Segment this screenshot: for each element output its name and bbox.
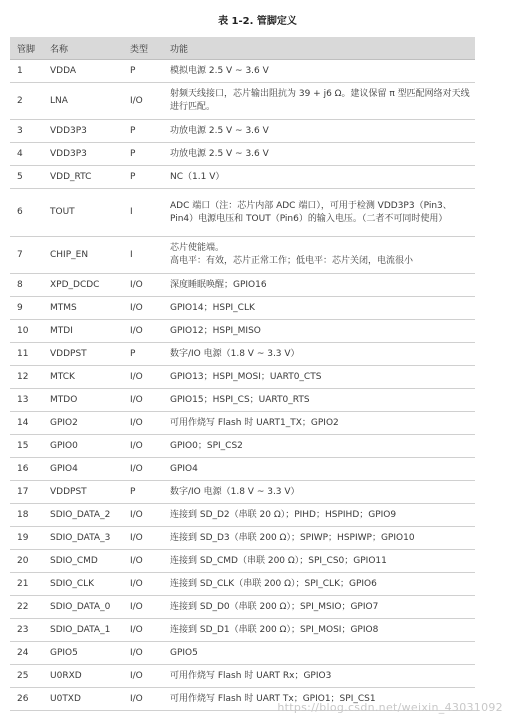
- table-row: [10, 83, 475, 120]
- cell-name: [43, 573, 123, 596]
- cell-type-text: P: [130, 125, 136, 136]
- cell-function: [163, 120, 475, 143]
- cell-type-text: I/O: [130, 95, 143, 106]
- cell-type: [123, 237, 163, 274]
- cell-type: [123, 60, 163, 83]
- cell-type-text: I/O: [130, 371, 143, 382]
- cell-pin-text: 17: [17, 486, 29, 497]
- cell-type: [123, 688, 163, 711]
- cell-name: [43, 389, 123, 412]
- cell-name: [43, 320, 123, 343]
- cell-function-text: GPIO14；HSPI_CLK: [170, 302, 255, 313]
- cell-function: [163, 366, 475, 389]
- cell-pin: [10, 237, 43, 274]
- cell-name-text: SDIO_CLK: [50, 578, 95, 589]
- cell-function-text: GPIO12；HSPI_MISO: [170, 325, 261, 336]
- cell-type: [123, 481, 163, 504]
- cell-pin-text: 14: [17, 417, 29, 428]
- cell-name: [43, 550, 123, 573]
- cell-name-text: MTDI: [50, 325, 73, 336]
- cell-pin: [10, 320, 43, 343]
- cell-function: [163, 642, 475, 665]
- cell-pin-text: 8: [17, 279, 23, 290]
- table-row: [10, 343, 475, 366]
- cell-pin: [10, 504, 43, 527]
- cell-name: [43, 237, 123, 274]
- cell-type: [123, 83, 163, 120]
- cell-type-text: I/O: [130, 509, 143, 520]
- cell-pin: [10, 596, 43, 619]
- cell-function: [163, 83, 475, 120]
- cell-pin-text: 16: [17, 463, 29, 474]
- cell-name-text: SDIO_DATA_2: [50, 509, 111, 520]
- cell-type: [123, 619, 163, 642]
- cell-function-text: 模拟电源 2.5 V ~ 3.6 V: [170, 65, 269, 76]
- cell-function-text: 连接到 SD_CMD（串联 200 Ω）；SPI_CS0；GPIO11: [170, 555, 387, 566]
- cell-function-text: NC（1.1 V）: [170, 171, 225, 182]
- table-row: [10, 573, 475, 596]
- cell-type-text: I/O: [130, 394, 143, 405]
- cell-function: [163, 297, 475, 320]
- cell-function: [163, 435, 475, 458]
- cell-function: [163, 274, 475, 297]
- cell-pin-text: 13: [17, 394, 29, 405]
- cell-function: [163, 550, 475, 573]
- cell-type: [123, 343, 163, 366]
- cell-name-text: VDD3P3: [50, 148, 87, 159]
- cell-function: [163, 60, 475, 83]
- cell-pin: [10, 642, 43, 665]
- cell-type: [123, 665, 163, 688]
- cell-type-text: I/O: [130, 624, 143, 635]
- cell-function: [163, 166, 475, 189]
- header-name: 名称: [43, 37, 123, 60]
- cell-pin: [10, 527, 43, 550]
- cell-function: [163, 573, 475, 596]
- cell-function: [163, 481, 475, 504]
- cell-pin-text: 21: [17, 578, 29, 589]
- cell-function-text: 数字/IO 电源（1.8 V ~ 3.3 V）: [170, 486, 300, 497]
- cell-type: [123, 458, 163, 481]
- cell-function-text: 连接到 SD_D0（串联 200 Ω）；SPI_MSIO；GPIO7: [170, 601, 379, 612]
- cell-type-text: I/O: [130, 578, 143, 589]
- cell-pin: [10, 435, 43, 458]
- table-row: [10, 527, 475, 550]
- header-type: 类型: [123, 37, 163, 60]
- cell-name-text: TOUT: [50, 207, 75, 217]
- pin-definition-table: [10, 37, 475, 711]
- cell-pin: [10, 550, 43, 573]
- cell-name: [43, 166, 123, 189]
- cell-pin-text: 20: [17, 555, 29, 566]
- cell-type: [123, 642, 163, 665]
- cell-name: [43, 366, 123, 389]
- cell-pin-text: 26: [17, 693, 29, 704]
- cell-name: [43, 297, 123, 320]
- cell-pin: [10, 412, 43, 435]
- cell-pin-text: 1: [17, 65, 23, 76]
- header-pin: 管脚: [10, 37, 43, 60]
- cell-name: [43, 458, 123, 481]
- cell-type: [123, 389, 163, 412]
- cell-pin-text: 11: [17, 348, 29, 359]
- cell-type-text: I: [130, 249, 133, 260]
- cell-pin: [10, 166, 43, 189]
- cell-type-text: I/O: [130, 279, 143, 290]
- cell-name: [43, 60, 123, 83]
- cell-function-text: 深度睡眠唤醒；GPIO16: [170, 279, 267, 290]
- cell-function-text: 连接到 SD_D1（串联 200 Ω）；SPI_MOSI；GPIO8: [170, 624, 379, 635]
- cell-type: [123, 366, 163, 389]
- cell-name-text: VDD3P3: [50, 125, 87, 136]
- cell-name-text: MTCK: [50, 371, 75, 382]
- cell-name: [43, 665, 123, 688]
- cell-name: [43, 189, 123, 237]
- cell-pin-text: 2: [17, 95, 23, 106]
- watermark: https://blog.csdn.net/weixin_43031092: [277, 701, 503, 714]
- cell-type-text: I/O: [130, 463, 143, 474]
- table-row: [10, 665, 475, 688]
- cell-name-text: MTMS: [50, 302, 77, 313]
- cell-type-text: P: [130, 148, 136, 159]
- cell-name: [43, 83, 123, 120]
- cell-function-text: 连接到 SD_D2（串联 20 Ω）；PIHD；HSPIHD；GPIO9: [170, 509, 397, 520]
- cell-function: [163, 143, 475, 166]
- cell-pin: [10, 297, 43, 320]
- cell-function-text: 可用作烧写 Flash 时 UART1_TX；GPIO2: [170, 417, 339, 428]
- cell-type: [123, 550, 163, 573]
- cell-name: [43, 688, 123, 711]
- cell-type-text: I/O: [130, 647, 143, 658]
- cell-pin: [10, 481, 43, 504]
- cell-function-text: GPIO15；HSPI_CS；UART0_RTS: [170, 394, 310, 405]
- cell-type-text: P: [130, 171, 136, 182]
- cell-pin: [10, 143, 43, 166]
- cell-name: [43, 527, 123, 550]
- cell-name-text: VDDPST: [50, 348, 87, 359]
- header-function: 功能: [163, 37, 475, 60]
- cell-type: [123, 143, 163, 166]
- table-row: [10, 435, 475, 458]
- cell-pin: [10, 458, 43, 481]
- cell-type-text: I/O: [130, 693, 143, 704]
- table-body: [10, 60, 475, 711]
- cell-function: [163, 619, 475, 642]
- cell-type: [123, 435, 163, 458]
- cell-name-text: SDIO_CMD: [50, 555, 98, 566]
- cell-function: [163, 237, 475, 274]
- table-row: [10, 366, 475, 389]
- table-caption: 表 1-2. 管脚定义: [218, 16, 297, 27]
- cell-pin-text: 24: [17, 647, 29, 658]
- cell-type-text: I/O: [130, 302, 143, 313]
- table-row: [10, 504, 475, 527]
- cell-function-text: GPIO0；SPI_CS2: [170, 440, 243, 451]
- cell-function: [163, 412, 475, 435]
- cell-type: [123, 596, 163, 619]
- cell-type-text: I/O: [130, 532, 143, 543]
- cell-name-text: MTDO: [50, 394, 78, 405]
- cell-pin-text: 19: [17, 532, 29, 543]
- cell-type: [123, 166, 163, 189]
- cell-function: [163, 343, 475, 366]
- cell-name: [43, 120, 123, 143]
- cell-pin-text: 15: [17, 440, 29, 451]
- cell-name-text: SDIO_DATA_3: [50, 532, 111, 543]
- cell-function-text: 可用作烧写 Flash 时 UART Rx；GPIO3: [170, 670, 332, 681]
- cell-pin: [10, 366, 43, 389]
- cell-function: [163, 504, 475, 527]
- cell-name-text: GPIO5: [50, 647, 78, 658]
- cell-name-text: GPIO2: [50, 417, 78, 428]
- cell-pin-text: 4: [17, 148, 23, 159]
- table-row: [10, 297, 475, 320]
- table-header-row: [10, 37, 475, 60]
- cell-pin-text: 22: [17, 601, 29, 612]
- cell-function: [163, 458, 475, 481]
- cell-type: [123, 274, 163, 297]
- cell-type-text: I/O: [130, 601, 143, 612]
- cell-type: [123, 504, 163, 527]
- cell-pin: [10, 665, 43, 688]
- cell-function-text: 可用作烧写 Flash 时 UART Tx；GPIO1；SPI_CS1: [170, 693, 376, 704]
- cell-name-text: SDIO_DATA_1: [50, 624, 111, 635]
- cell-function: [163, 389, 475, 412]
- cell-type-text: I/O: [130, 555, 143, 566]
- cell-type: [123, 527, 163, 550]
- cell-function: [163, 527, 475, 550]
- cell-pin: [10, 389, 43, 412]
- cell-type-text: P: [130, 348, 136, 359]
- cell-name: [43, 596, 123, 619]
- cell-function: [163, 320, 475, 343]
- cell-pin-text: 10: [17, 325, 29, 336]
- table-row: [10, 389, 475, 412]
- cell-name-text: CHIP_EN: [50, 249, 89, 260]
- cell-name-text: VDDPST: [50, 486, 87, 497]
- cell-pin-text: 18: [17, 509, 29, 520]
- table-row: [10, 274, 475, 297]
- cell-function-text: 连接到 SD_CLK（串联 200 Ω）；SPI_CLK；GPIO6: [170, 578, 377, 589]
- cell-type-text: P: [130, 65, 136, 76]
- cell-pin: [10, 60, 43, 83]
- cell-type: [123, 412, 163, 435]
- table-row: [10, 60, 475, 83]
- cell-function: [163, 665, 475, 688]
- cell-function: [163, 596, 475, 619]
- cell-name: [43, 642, 123, 665]
- cell-function: [163, 189, 475, 237]
- cell-function-text: GPIO13；HSPI_MOSI；UART0_CTS: [170, 371, 322, 382]
- cell-type: [123, 297, 163, 320]
- cell-function-text: 芯片使能端。: [170, 243, 225, 253]
- table-row: [10, 166, 475, 189]
- cell-name: [43, 481, 123, 504]
- table-row: [10, 458, 475, 481]
- cell-pin-text: 23: [17, 624, 29, 635]
- table-row: [10, 619, 475, 642]
- cell-function-text: 数字/IO 电源（1.8 V ~ 3.3 V）: [170, 348, 300, 359]
- cell-name: [43, 504, 123, 527]
- cell-type: [123, 573, 163, 596]
- table-row: [10, 642, 475, 665]
- cell-name: [43, 143, 123, 166]
- cell-name-text: GPIO0: [50, 440, 78, 451]
- cell-type-text: I/O: [130, 670, 143, 681]
- cell-pin-text: 9: [17, 302, 23, 313]
- cell-pin-text: 6: [17, 207, 23, 217]
- cell-function-text: GPIO5: [170, 647, 198, 658]
- cell-name: [43, 619, 123, 642]
- table-row: [10, 412, 475, 435]
- table-row: [10, 596, 475, 619]
- cell-type-text: I/O: [130, 417, 143, 428]
- cell-name-text: U0TXD: [50, 693, 81, 704]
- cell-function-text: 连接到 SD_D3（串联 200 Ω）；SPIWP；HSPIWP；GPIO10: [170, 532, 415, 543]
- table-row: [10, 189, 475, 237]
- cell-name-text: VDD_RTC: [50, 171, 92, 182]
- table-row: [10, 237, 475, 274]
- cell-function-text: 功放电源 2.5 V ~ 3.6 V: [170, 148, 269, 159]
- cell-function-text: GPIO4: [170, 463, 198, 474]
- cell-pin: [10, 619, 43, 642]
- cell-type-text: I: [130, 207, 133, 217]
- cell-pin: [10, 688, 43, 711]
- cell-pin-text: 5: [17, 171, 23, 182]
- cell-name: [43, 435, 123, 458]
- cell-name-text: LNA: [50, 95, 68, 106]
- table-row: [10, 320, 475, 343]
- cell-type: [123, 189, 163, 237]
- table-row: [10, 143, 475, 166]
- cell-type-text: I/O: [130, 325, 143, 336]
- table-row: [10, 481, 475, 504]
- cell-name-text: SDIO_DATA_0: [50, 601, 111, 612]
- cell-name-text: XPD_DCDC: [50, 279, 100, 290]
- cell-name-text: GPIO4: [50, 463, 78, 474]
- cell-pin: [10, 343, 43, 366]
- cell-name: [43, 274, 123, 297]
- cell-type-text: I/O: [130, 440, 143, 451]
- cell-pin: [10, 120, 43, 143]
- cell-pin: [10, 189, 43, 237]
- cell-function-text: 功放电源 2.5 V ~ 3.6 V: [170, 125, 269, 136]
- cell-pin: [10, 83, 43, 120]
- table-row: [10, 550, 475, 573]
- cell-name: [43, 412, 123, 435]
- cell-pin-text: 12: [17, 371, 29, 382]
- cell-function-text-line2: 高电平：有效，芯片正常工作；低电平：芯片关闭，电流很小: [170, 256, 414, 266]
- cell-pin-text: 3: [17, 125, 23, 136]
- cell-name-text: VDDA: [50, 65, 77, 76]
- cell-function-text: ADC 端口（注：芯片内部 ADC 端口），可用于检测 VDD3P3（Pin3、Pin4）电源电压和 TOUT（Pin6）的输入电压。（二者不可同时使用）: [170, 200, 452, 224]
- cell-name: [43, 343, 123, 366]
- cell-pin-text: 7: [17, 249, 23, 260]
- table-row: [10, 120, 475, 143]
- cell-pin: [10, 274, 43, 297]
- cell-type: [123, 120, 163, 143]
- cell-name-text: U0RXD: [50, 670, 82, 681]
- cell-pin: [10, 573, 43, 596]
- cell-pin-text: 25: [17, 670, 29, 681]
- cell-type-text: P: [130, 486, 136, 497]
- cell-type: [123, 320, 163, 343]
- cell-function-text: 射频天线接口，芯片输出阻抗为 39 + j6 Ω。建议保留 π 型匹配网络对天线进行匹配。: [170, 89, 470, 112]
